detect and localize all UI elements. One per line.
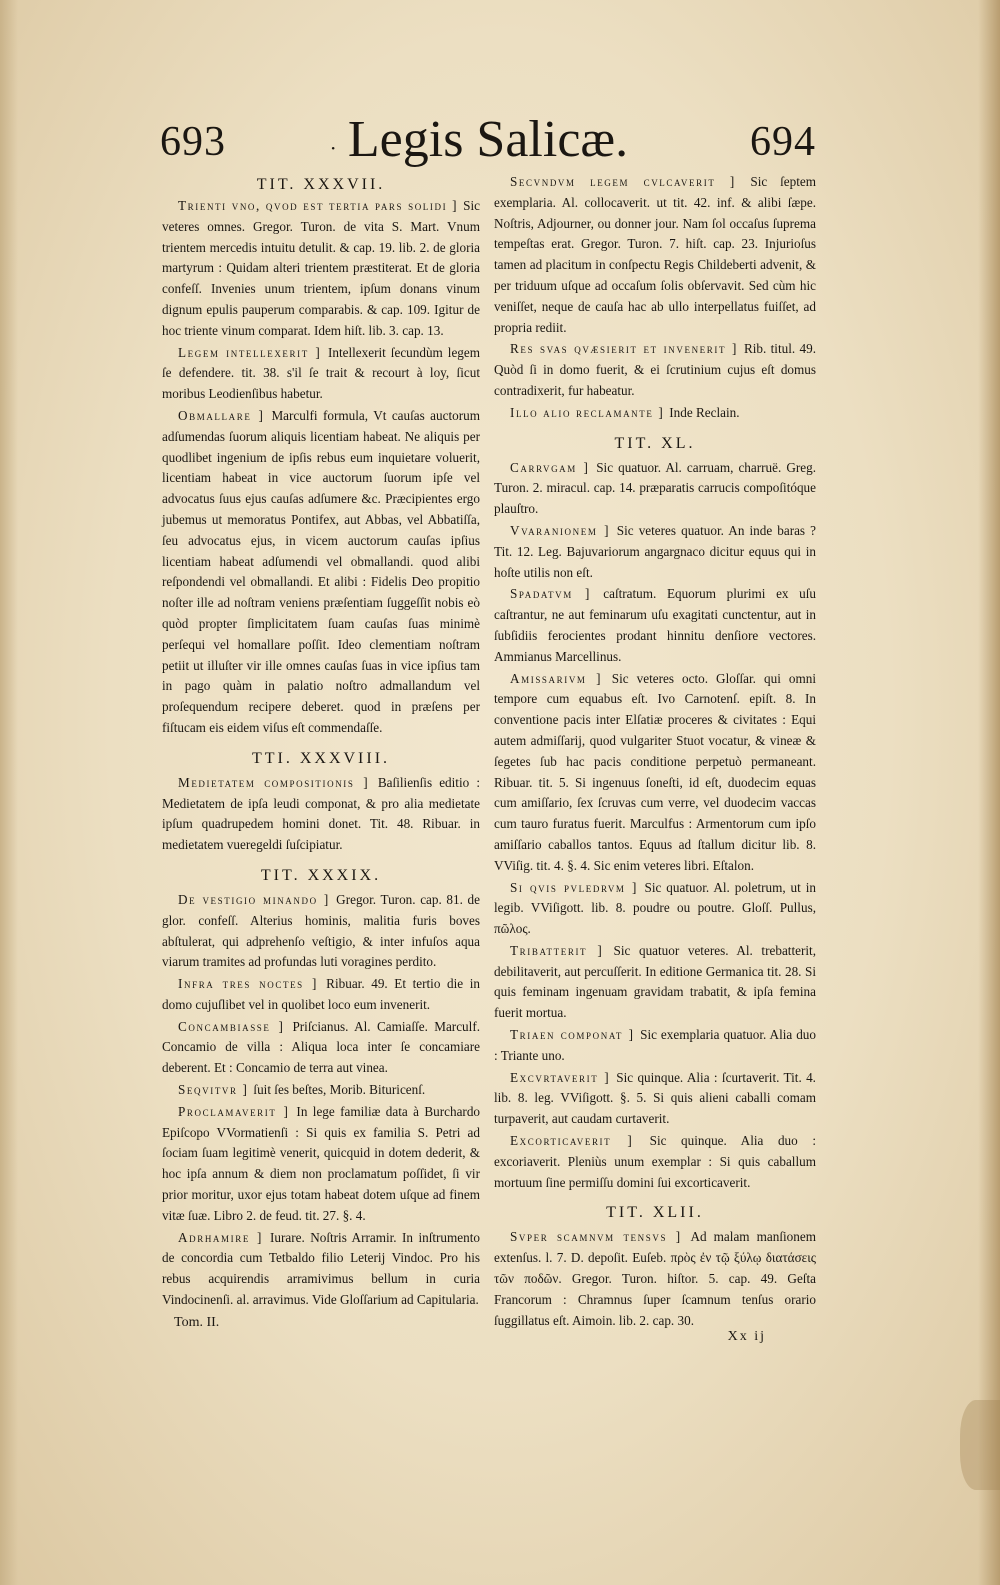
lemma: Infra tres noctes ]: [178, 976, 327, 992]
lemma: Illo alio reclamante ]: [510, 404, 670, 420]
entry-text: In lege familiæ data à Burchardo Epiſcopo VVormatienſi : Si quis ex familia S. Petri ad ſociam ſuam legitimè venerit, quicquid in dotem dederit, & hoc ipſa annum & diem non proclamatum poſſidet, ſi vir prior moritur, uxor ejus totam habeat dotem uſque ad finem vitæ ſuæ. Libro 2. de feud. tit. 27. §. 4.: [162, 1103, 481, 1223]
entry-text: ſuit ſes beſtes, Morib. Bituricenſ.: [253, 1082, 426, 1098]
page-number-left: 693: [160, 119, 226, 165]
lemma: Si qvis pvledrvm ]: [510, 879, 645, 895]
commentary-entry: [162, 890, 480, 973]
commentary-entry: [162, 343, 480, 405]
commentary-entry: [162, 406, 480, 739]
commentary-entry: [494, 878, 816, 940]
volume-footer: Tom. II.: [174, 1314, 220, 1330]
entry-text: Intellexerit ſecundùm legem ſe defendere. tit. 38. s'il ſe trait & recourt à loy, ſicut moribus Leodienſibus habetur.: [162, 344, 480, 402]
commentary-entry: [162, 974, 480, 1016]
header-dot: ·: [330, 136, 337, 160]
section-title: TIT. XXXVII.: [256, 176, 386, 193]
commentary-entry: [162, 1102, 480, 1227]
commentary-entry: [494, 339, 816, 401]
entry-text: Sic exemplaria quatuor. Alia duo : Triante uno.: [494, 1027, 816, 1063]
entry-text: Ribuar. 49. Et tertio die in domo cujuſlibet vel in quolibet loco eum invenerit.: [162, 976, 480, 1012]
entry-text: Sic quatuor. Al. carruam, charruë. Greg. Turon. 2. miracul. cap. 14. præparatis carrucis compoſitóque plauſtro.: [494, 459, 817, 517]
signature-mark: Xx ij: [727, 1329, 766, 1345]
entry-text: Marculfi formula, Vt cauſas auctorum adſumendas ſuorum aliquis licentiam habeat. Ne aliquis per quodlibet ingenium de ipſis rebus eum inquietare voluerit, licentiam habeat in vice auctorum ſuorum ipſe vel advocatus ſuus ejus cauſas adſumere &c. Præcipientes ergo jubemus ut memoratus Pontifex, aut Abbas, vel Abbatiſſa, ſeu advocatus ejus, in vicem auctorum cauſas ipſius licentiam habeat adſumendi vel obmallandi. quod alibi reſpondendi vel obmallandi. Et alibi : Fidelis Deo propitio noſter ille ad noſtram veniens præſentiam ſuggeſſit nobis eò quòd propter ſimplicitatem ſuam cauſas ſuas minimè perſequi vel homallare poſſit. Ideo clementiam noſtram petiit ut illuſter vir ille omnes cauſas ſuas in vice ipſius tam in pago quàm in palatio noſtro admallandum vel proſequendum recipere deberet. quod in præſens per fiſtucam eis eidem viſus eſt commendaſſe.: [162, 407, 480, 735]
lemma: Medietatem compositionis ]: [178, 774, 378, 790]
right-column: [494, 172, 816, 1348]
entry-text: Rib. titul. 49. Quòd ſi in domo fuerit, & ei ſcrutinium cujus eſt domus contradixerit, fur habeatur.: [494, 341, 816, 398]
running-title: Legis Salicæ.: [347, 111, 629, 168]
entry-text: Inde Reclain.: [669, 404, 740, 420]
entry-text: Baſilienſis editio : Medietatem de ipſa leudi componat, & pro alia medietate ipſum quadrupedem homini donet. Tit. 48. Ribuar. in medietatem vueregeldi ſuſcipiatur.: [162, 774, 480, 853]
commentary-entry: [162, 773, 480, 856]
entry-text: Iurare. Noſtris Arramir. In inſtrumento de concordia cum Tetbaldo filio Leterij Vindoc. Pro his rebus acquirendis arramivimus bellum in curia Vindocinenſi. al. arravimus. Vide Gloſſarium ad Capitularia.: [162, 1229, 480, 1308]
entry-text: Sic quinque. Alia : ſcurtaverit. Tit. 4. lib. 8. leg. VViſigott. §. 5. Si quis alieni caballi comam turpaverit, aut caudam curtaverit.: [494, 1069, 816, 1127]
lemma: Secvndvm legem cvlcaverit ]: [510, 174, 751, 189]
lemma: Obmallare ]: [178, 407, 272, 423]
lemma: Svper scamnvm tensvs ]: [510, 1229, 691, 1245]
left-column: [162, 172, 480, 1334]
commentary-entry: [494, 403, 816, 424]
lemma: Amissarivm ]: [510, 670, 612, 686]
page-header: [158, 108, 818, 174]
lemma: Concambiasse ]: [178, 1018, 293, 1034]
commentary-entry: [494, 521, 816, 583]
lemma: De vestigio minando ]: [178, 891, 337, 907]
commentary-entry: [494, 1131, 816, 1193]
entry-text: Sic ſeptem exemplaria. Al. collocaverit. ut tit. 42. inf. & alibi ſæpe. Noſtris, Adjourner, ou donner jour. Nam ſol occaſus ſuprema tempeſtas erat. Gregor. Turon. 7. hiſt. cap. 23. Injurioſus tamen ad placitum in conſpectu Regis Childeberti advenit, & per triduum uſque ad occaſum ſolis obſervavit. Sed cùm hic veniſſet, neque de cauſa hac ab ullo interpellatus fuiſſet, ad propria rediit.: [494, 174, 816, 335]
commentary-entry: [494, 458, 816, 520]
lemma: Trienti vno, qvod est tertia pars solidi ]: [178, 198, 464, 213]
lemma: Carrvgam ]: [510, 459, 597, 475]
commentary-entry: [162, 196, 480, 342]
lemma: Seqvitvr ]: [178, 1082, 254, 1098]
entry-text: Sic veteres quatuor. An inde baras ? Tit. 12. Leg. Bajuvariorum angargnaco dicitur equus qui in hoſte utilis non eſt.: [494, 522, 816, 580]
commentary-entry: [162, 1017, 480, 1079]
lemma: Proclamaverit ]: [178, 1103, 297, 1119]
entry-text: caſtratum. Equorum plurimi ex uſu caſtrantur, ne aut feminarum uſu exagitati cunctentur, aut in ſubſidiis ferocientes prodant hinnitu denſiore vectores. Ammianus Marcellinus.: [494, 586, 816, 664]
commentary-entry: [494, 669, 816, 877]
commentary-entry: [494, 941, 816, 1024]
lemma: Spadatvm ]: [510, 586, 604, 602]
commentary-entry: [162, 1228, 480, 1311]
lemma: Vvaranionem ]: [510, 522, 617, 538]
commentary-entry: [162, 1080, 480, 1101]
page-number-right: 694: [750, 119, 816, 165]
section-title: TIT. XL.: [614, 434, 696, 452]
section-title: TIT. XLII.: [606, 1204, 704, 1222]
commentary-entry: [494, 1227, 816, 1331]
commentary-entry: [494, 172, 816, 338]
entry-text: Sic veteres octo. Gloſſar. qui omni tempore cum equabus eſt. Ivo Carnotenſ. epiſt. 8. In conventione pacis inter Elſatiæ proceres & civitates : Equi autem admiſſarij, quod vulgariter Stuot vocatur, & vineæ & ſegetes ſub hac pacis conditione perpetuò permaneant. Ribuar. tit. 5. Si ingenuus ſoneſti, id eſt, duodecim equas cum amiſſario, ſex ſcruvas cum verre, vel duodecim vaccas cum tauro furatus fuerit. Marculfus : Armentorum cum ipſo amiſſario caballos tantos. Equus ad ſtallum dicitur lib. 8. VViſig. tit. 4. §. 4. Sic enim veteres libri. Eſtalon.: [494, 670, 816, 873]
entry-text: Sic quatuor. Al. poletrum, ut in legib. VViſigott. lib. 8. poudre ou poutre. Gloſſ. Pullus, πῶλος.: [494, 879, 816, 937]
entry-text: Gregor. Turon. cap. 81. de glor. confeſſ. Alterius hominis, malitia furis boves abſtulerat, qui adprehenſo veſtigio, & inter infuſos aqua viarum tramites ad profundas luti voragines perdito.: [162, 891, 480, 970]
page-edge-left: [0, 0, 18, 1585]
page-stain: [960, 1400, 1000, 1490]
commentary-entry: [494, 1025, 816, 1067]
section-title: TTI. XXXVIII.: [251, 749, 391, 767]
page-edge-right: [978, 0, 1000, 1585]
lemma: Legem intellexerit ]: [178, 344, 328, 360]
entry-text: Ad malam manſionem extenſus. l. 7. D. depoſit. Euſeb. πρὸς ἐν τῷ ξύλῳ διατάσεις τῶν ποδῶν. Gregor. Turon. hiſtor. 5. cap. 49. Geſta Francorum : Chramnus ſuper ſcamnum tenſus orario ſuggillatus eſt. Aimoin. lib. 2. cap. 30.: [494, 1229, 816, 1328]
entry-text: Priſcianus. Al. Camiaſſe. Marculf. Concamio de villa : Aliqua loca inter ſe concamiare deberent. Et : Concamio de terra aut vinea.: [162, 1018, 481, 1076]
commentary-entry: [494, 584, 816, 667]
entry-text: Sic veteres omnes. Gregor. Turon. de vita S. Mart. Vnum trientem mercedis intuitu detulit. & cap. 19. lib. 2. de gloria martyrum : Quidam alteri trientem præstiterat. Et de gloria confeſſ. Invenies unum trientem, ipſum donans vinum dignum epulis pauperum comparabis. & cap. 109. Igitur de hoc triente vinum comparat. Idem hiſt. lib. 3. cap. 13.: [162, 198, 480, 338]
lemma: Triaen componat ]: [510, 1027, 641, 1043]
lemma: Tribatterit ]: [510, 942, 614, 958]
lemma: Excvrtaverit ]: [510, 1069, 617, 1085]
lemma: Adrhamire ]: [178, 1229, 270, 1245]
entry-text: Sic quinque. Alia duo : excoriaverit. Pleniùs unum exemplar : Si quis caballum mortuum ſine permiſſu domini ſui excorticaverit.: [494, 1133, 816, 1190]
commentary-entry: [494, 1068, 816, 1130]
section-title: TIT. XXXIX.: [260, 866, 382, 884]
lemma: Excorticaverit ]: [510, 1133, 650, 1149]
entry-text: Sic quatuor veteres. Al. trebatterit, debilitaverit, aut percuſſerit. In editione Germanica tit. 28. Si quis feminam ingenuam gravidam trabatit, & ipſa femina fuerit mortua.: [494, 942, 816, 1021]
lemma: Res svas qvæsierit et invenerit ]: [510, 341, 744, 357]
